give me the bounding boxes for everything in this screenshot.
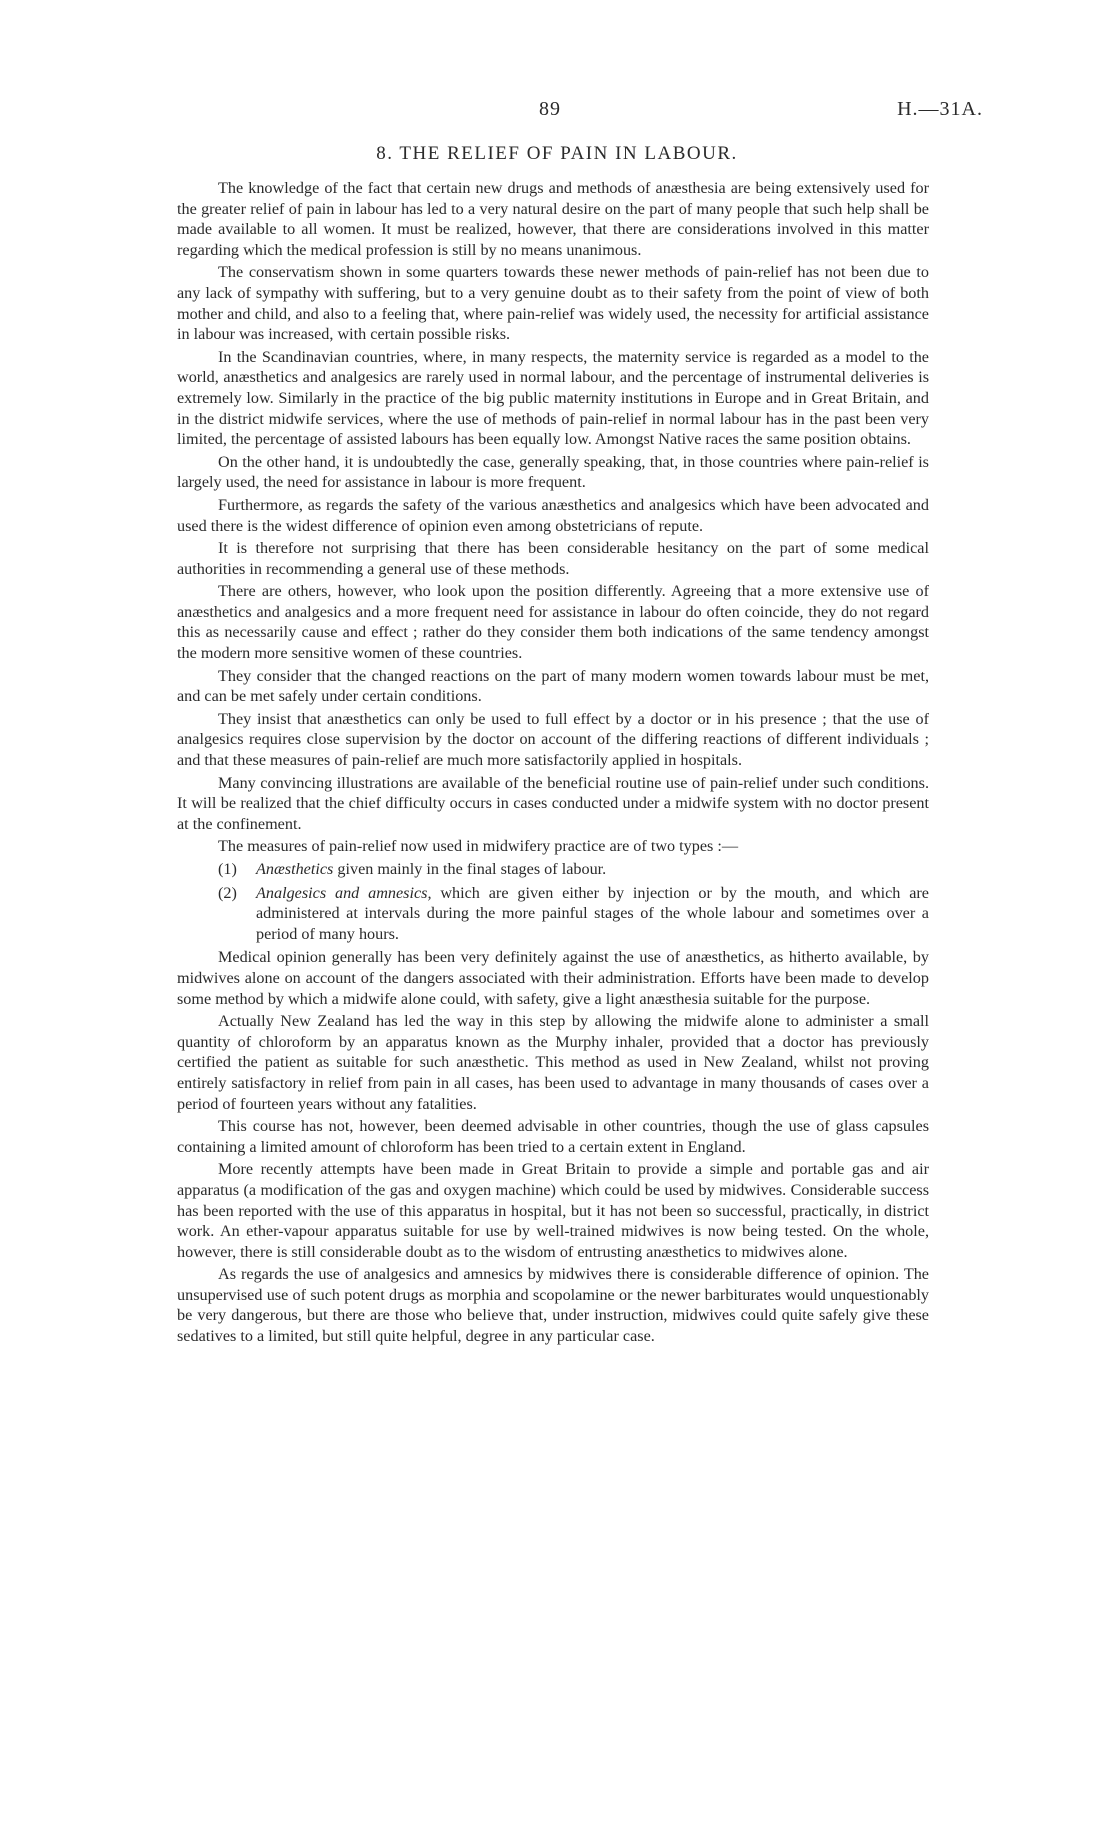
list-text: which are given either by injection or by the mouth, and which are administered at intervals during the more painful stages of the whole labour and sometimes over a period of many hours. <box>256 883 929 943</box>
paragraph: There are others, however, who look upon the position differently. Agreeing that a more extensive use of anæsthetics and analgesics and a more frequent need for assistance in labour do often coincide, they do not regard this as necessarily cause and effect ; rather do they consider them both indications of the same tendency amongst the modern more sensitive women of these countries. <box>177 582 929 663</box>
paragraph: Actually New Zealand has led the way in this step by allowing the midwife alone to administer a small quantity of chloroform by an apparatus known as the Murphy inhaler, provided that a doctor has previously certified the patient as suitable for such anæsthetic. This method as used in New Zealand, whilst not proving entirely satisfactory in relief from pain in all cases, has been used to advantage in many thousands of cases over a period of fourteen years without any fatalities. <box>177 1012 929 1113</box>
list-item <box>177 883 929 945</box>
paragraph: The measures of pain-relief now used in midwifery practice are of two types :— <box>218 837 739 856</box>
paragraph: More recently attempts have been made in Great Britain to provide a simple and portable gas and air apparatus (a modification of the gas and oxygen machine) which could be used by midwives. Considerable success has been reported with the use of this apparatus in hospital, but it has not been so successful, practically, in district work. An ether-vapour apparatus suitable for use by well-trained midwives is now being tested. On the whole, however, there is still considerable doubt as to the wisdom of entrusting anæsthetics to midwives alone. <box>177 1160 929 1261</box>
list-term: Anæsthetics <box>256 860 334 878</box>
document-reference: H.—31A. <box>897 98 983 120</box>
paragraph: Medical opinion generally has been very definitely against the use of anæsthetics, as hitherto available, by midwives alone on account of the dangers associated with their administration. Efforts have been made to develop some method by which a midwife alone could, with safety, give a light anæsthesia suitable for the purpose. <box>177 948 929 1008</box>
paragraph: On the other hand, it is undoubtedly the case, generally speaking, that, in those countries where pain-relief is largely used, the need for assistance in labour is more frequent. <box>177 452 929 492</box>
page-number: 89 <box>539 98 561 120</box>
document-body <box>177 178 929 1349</box>
paragraph: Furthermore, as regards the safety of the various anæsthetics and analgesics which have been advocated and used there is the widest difference of opinion even among obstetricians of repute. <box>177 495 929 535</box>
paragraph: They consider that the changed reactions on the part of many modern women towards labour must be met, and can be met safely under certain conditions. <box>177 666 929 706</box>
paragraph: They insist that anæsthetics can only be used to full effect by a doctor or in his presence ; that the use of analgesics requires close supervision by the doctor on account of the differing reactions of different individuals ; and that these measures of pain-relief are much more satisfactorily applied in hospitals. <box>177 709 929 770</box>
list-text: given mainly in the final stages of labour. <box>333 860 607 878</box>
paragraph: In the Scandinavian countries, where, in many respects, the maternity service is regarded as a model to the world, anæsthetics and analgesics are rarely used in normal labour, and the percentage of instrumental deliveries is extremely low. Similarly in the practice of the big public maternity institutions in Europe and in Great Britain, and in the district midwife services, where the use of methods of pain-relief in normal labour has in the past been very limited, the percentage of assisted labours has been equally low. Amongst Native races the same position obtains. <box>177 347 929 449</box>
list-number: (2) <box>218 883 237 902</box>
list-term: Analgesics and amnesics, <box>256 883 432 902</box>
paragraph: Many convincing illustrations are available of the beneficial routine use of pain-relief under such conditions. It will be realized that the chief difficulty occurs in cases conducted under a midwife system with no doctor present at the confinement. <box>177 773 929 833</box>
paragraph: As regards the use of analgesics and amnesics by midwives there is considerable difference of opinion. The unsupervised use of such potent drugs as morphia and scopolamine or the newer barbiturates would unquestionably be very dangerous, but there are those who believe that, under instruction, midwives could quite safely give these sedatives to a limited, but still quite helpful, degree in any particular case. <box>177 1265 929 1346</box>
list-number: (1) <box>218 860 237 878</box>
list-item <box>177 859 929 880</box>
paragraph: The conservatism shown in some quarters towards these newer methods of pain-relief has not been due to any lack of sympathy with suffering, but to a very genuine doubt as to their safety from the point of view of both mother and child, and also to a feeling that, where pain-relief was widely used, the necessity for artificial assistance in labour was increased, with certain possible risks. <box>177 263 929 344</box>
paragraph: The knowledge of the fact that certain new drugs and methods of anæsthesia are being extensively used for the greater relief of pain in labour has led to a very natural desire on the part of many people that such help shall be made available to all women. It must be realized, however, that there are considerations involved in this matter regarding which the medical profession is still by no means unanimous. <box>177 179 929 259</box>
paragraph: It is therefore not surprising that there has been considerable hesitancy on the part of some medical authorities in recommending a general use of these methods. <box>177 539 929 578</box>
paragraph: This course has not, however, been deemed advisable in other countries, though the use of glass capsules containing a limited amount of chloroform has been tried to a certain extent in England. <box>177 1117 929 1156</box>
section-title: 8. THE RELIEF OF PAIN IN LABOUR. <box>376 143 738 164</box>
